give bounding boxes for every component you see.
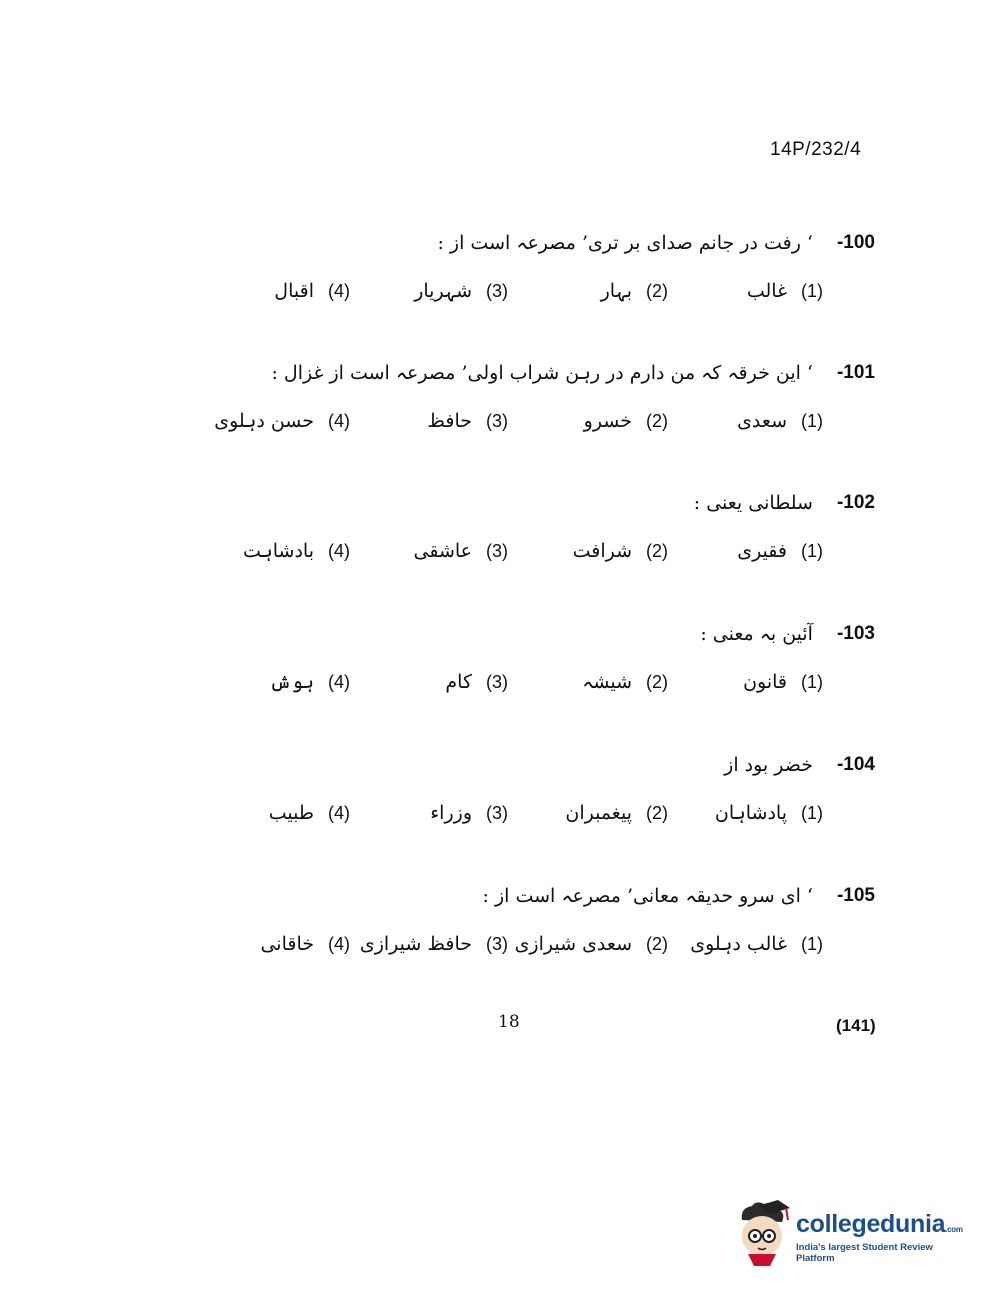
option-text: وزراء — [430, 802, 472, 824]
answer-option — [737, 536, 823, 566]
option-text: کام — [445, 671, 472, 693]
option-text: حسن دہلوی — [214, 410, 314, 432]
answer-option — [737, 406, 823, 436]
logo-suffix: .com — [945, 1225, 963, 1234]
answer-option — [743, 667, 823, 697]
question-block — [0, 358, 993, 438]
question-text: ‘ این خرقہ کہ من دارم در رہن شراب اولی’ مصرعہ است از غزال : — [271, 362, 813, 384]
answer-option — [747, 276, 823, 306]
answer-option — [573, 536, 668, 566]
option-text: فقیری — [737, 540, 787, 562]
option-number: (1) — [801, 540, 823, 561]
question-text: خضر بود از — [724, 754, 813, 776]
question-text: آئین بہ معنی : — [700, 623, 813, 645]
copy-code: (141) — [836, 1016, 876, 1035]
option-text: قانون — [743, 671, 787, 693]
question-text: ‘ رفت در جانم صدای بر تری’ مصرعہ است از : — [437, 232, 813, 254]
option-number: (3) — [486, 410, 508, 431]
option-text: غالب دہلوی — [690, 933, 787, 955]
option-text: خسرو — [583, 410, 632, 432]
option-number: (3) — [486, 802, 508, 823]
answer-option — [582, 667, 668, 697]
option-number: (1) — [801, 933, 823, 954]
option-number: (2) — [646, 933, 668, 954]
option-number: (4) — [328, 410, 350, 431]
answer-option — [214, 406, 350, 436]
option-text: غالب — [746, 280, 787, 302]
question-number: -104 — [836, 754, 875, 775]
answer-option — [601, 276, 668, 306]
option-number: (3) — [486, 933, 508, 954]
option-text: شہریار — [414, 280, 472, 302]
option-text: پیغمبران — [565, 802, 632, 824]
option-number: (3) — [486, 280, 508, 301]
option-text: ہوش — [269, 671, 314, 693]
option-number: (2) — [646, 671, 668, 692]
answer-option — [260, 929, 350, 959]
option-number: (2) — [646, 540, 668, 561]
answer-option — [269, 798, 350, 828]
question-text: سلطانی یعنی : — [693, 492, 813, 514]
option-number: (1) — [801, 671, 823, 692]
mascot-icon — [734, 1198, 794, 1268]
option-text: خاقانی — [260, 933, 314, 955]
option-text: پادشاہان — [714, 802, 787, 824]
option-number: (3) — [486, 540, 508, 561]
option-number: (4) — [328, 540, 350, 561]
option-text: حافظ — [427, 410, 472, 432]
question-row — [724, 750, 875, 780]
question-block — [0, 488, 993, 568]
answer-option — [243, 536, 350, 566]
option-text: بہار — [600, 280, 632, 302]
answer-option — [269, 667, 350, 697]
option-text: سعدی — [737, 410, 787, 432]
question-row — [483, 881, 875, 911]
question-row — [271, 358, 875, 388]
question-number: -100 — [836, 232, 875, 253]
question-block — [0, 228, 993, 308]
answer-option — [430, 798, 508, 828]
option-number: (2) — [646, 280, 668, 301]
answer-option — [690, 929, 823, 959]
answer-option — [515, 929, 668, 959]
logo-tagline: India's largest Student Review Platform — [796, 1242, 933, 1264]
option-number: (4) — [328, 933, 350, 954]
question-row — [700, 619, 875, 649]
answer-option — [445, 667, 508, 697]
option-number: (2) — [646, 802, 668, 823]
question-text: ‘ ای سرو حدیقہ معانی’ مصرعہ است از : — [482, 885, 813, 907]
question-number: -105 — [836, 885, 875, 906]
option-number: (1) — [801, 410, 823, 431]
question-block — [0, 750, 993, 830]
question-row — [437, 228, 875, 258]
answer-option — [360, 929, 508, 959]
page-number: 18 — [498, 1012, 520, 1032]
option-text: عاشقی — [413, 540, 472, 562]
question-number: -103 — [836, 623, 875, 644]
option-text: بادشاہت — [242, 540, 314, 562]
paper-code: 14P/232/4 — [770, 139, 862, 160]
option-number: (4) — [328, 671, 350, 692]
option-text: طبیب — [268, 802, 314, 824]
option-text: شیشہ — [582, 671, 632, 693]
answer-option — [274, 276, 350, 306]
logo-name: collegedunia — [796, 1210, 946, 1238]
question-number: -101 — [836, 362, 875, 383]
question-row — [694, 488, 875, 518]
question-block — [0, 881, 993, 961]
option-text: اقبال — [274, 280, 314, 302]
option-number: (4) — [328, 802, 350, 823]
option-number: (2) — [646, 410, 668, 431]
answer-option — [584, 406, 668, 436]
question-block — [0, 619, 993, 699]
answer-option — [414, 276, 508, 306]
option-number: (1) — [801, 802, 823, 823]
option-text: سعدی شیرازی — [514, 933, 632, 955]
answer-option — [565, 798, 668, 828]
option-text: شرافت — [572, 540, 632, 562]
option-number: (3) — [486, 671, 508, 692]
option-number: (4) — [328, 280, 350, 301]
collegedunia-logo[interactable] — [734, 1198, 964, 1268]
option-text: حافظ شیرازی — [359, 933, 472, 955]
answer-option — [414, 536, 509, 566]
answer-option — [715, 798, 823, 828]
option-number: (1) — [801, 280, 823, 301]
question-number: -102 — [836, 492, 875, 513]
answer-option — [427, 406, 508, 436]
